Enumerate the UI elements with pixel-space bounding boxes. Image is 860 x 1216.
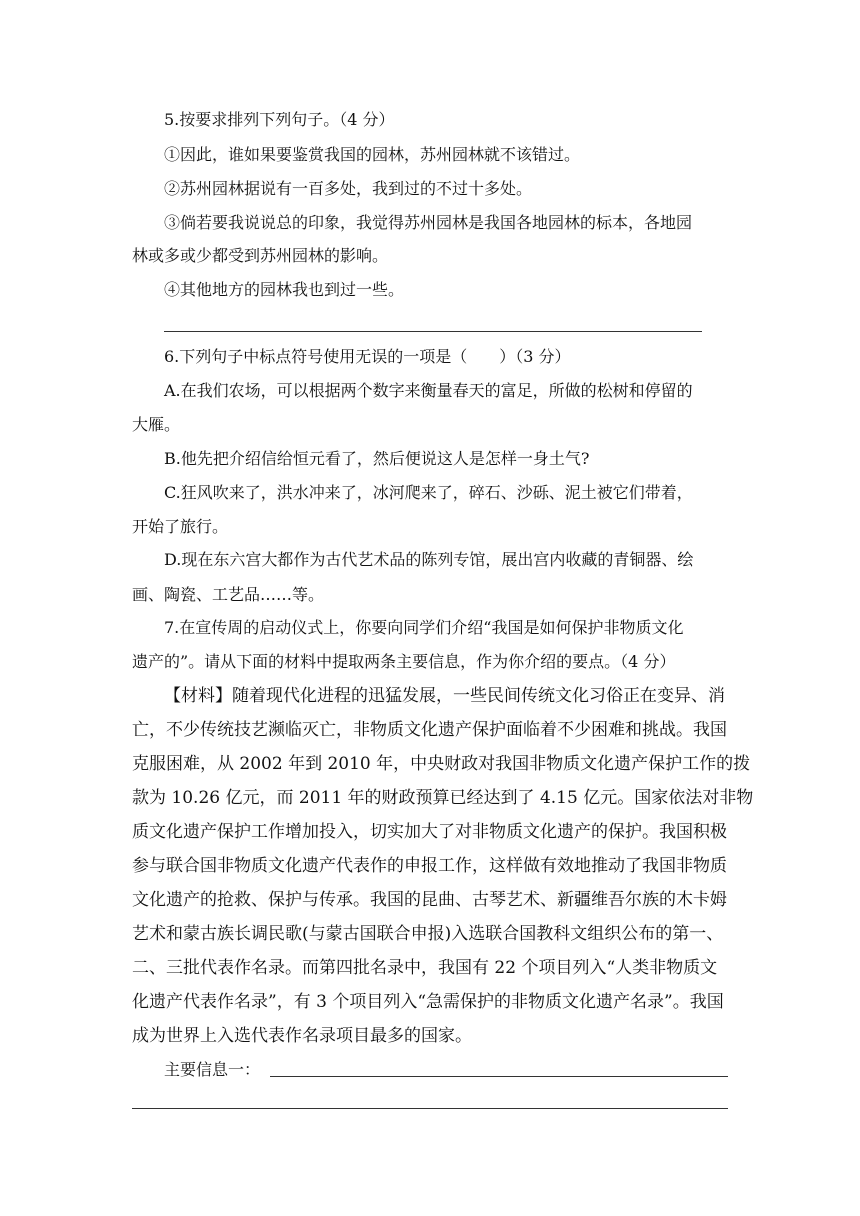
material-line-4: 款为 10.26 亿元，而 2011 年的财政预算已经达到了 4.15 亿元。国家依法对非物 [132, 788, 754, 808]
material-line-6: 参与联合国非物质文化遗产代表作的申报工作，这样做有效地推动了我国非物质 [132, 856, 727, 876]
sentence-1: ①因此，谁如果要鉴赏我国的园林，苏州园林就不该错过。 [164, 145, 581, 164]
question-7-title-line-2: 遗产的”。请从下面的材料中提取两条主要信息，作为你介绍的要点。（4 分） [132, 652, 676, 671]
material-line-8: 艺术和蒙古族长调民歌(与蒙古国联合申报)入选联合国教科文组织公布的第一、 [132, 924, 724, 944]
sentence-3-line-2: 林或多或少都受到苏州园林的影响。 [132, 246, 389, 265]
sentence-2: ②苏州园林据说有一百多处，我到过的不过十多处。 [164, 179, 533, 198]
option-b: B.他先把介绍信给恒元看了，然后便说这人是怎样一身土气? [164, 449, 590, 468]
question-7-title-line-1: 7.在宣传周的启动仪式上，你要向同学们介绍“我国是如何保护非物质文化 [164, 618, 684, 637]
info-one-label: 主要信息一： [164, 1060, 261, 1079]
sentence-3-line-1: ③倘若要我说说总的印象，我觉得苏州园林是我国各地园林的标本，各地园 [164, 213, 693, 232]
material-line-5: 质文化遗产保护工作增加投入，切实加大了对非物质文化遗产的保护。我国积极 [132, 822, 727, 842]
option-c-line-2: 开始了旅行。 [132, 517, 229, 536]
material-line-7: 文化遗产的抢救、保护与传承。我国的昆曲、古琴艺术、新疆维吾尔族的木卡姆 [132, 890, 727, 910]
answer-blank-q5[interactable] [164, 331, 702, 332]
material-line-10: 化遗产代表作名录”，有 3 个项目列入“急需保护的非物质文化遗产名录”。我国 [132, 992, 724, 1012]
material-line-3: 克服困难，从 2002 年到 2010 年，中央财政对我国非物质文化遗产保护工作的拨 [132, 754, 751, 774]
material-line-1: 【材料】随着现代化进程的迅猛发展，一些民间传统文化习俗正在变异、消 [164, 686, 725, 706]
material-line-9: 二、三批代表作名录。而第四批名录中，我国有 22 个项目列入“人类非物质文 [132, 958, 718, 978]
material-line-11: 成为世界上入选代表作名录项目最多的国家。 [132, 1026, 472, 1046]
question-5-title: 5.按要求排列下列句子。（4 分） [164, 110, 395, 129]
sentence-4: ④其他地方的园林我也到过一些。 [164, 280, 405, 299]
question-6-title: 6.下列句子中标点符号使用无误的一项是（ ）（3 分） [164, 347, 571, 366]
option-a-line-2: 大雁。 [132, 415, 181, 434]
option-a-line-1: A.在我们农场，可以根据两个数字来衡量春天的富足，所做的松树和停留的 [164, 381, 693, 400]
answer-blank-info-one[interactable] [270, 1076, 728, 1077]
answer-blank-info-one-cont[interactable] [132, 1108, 728, 1109]
option-d-line-2: 画、陶瓷、工艺品……等。 [132, 585, 325, 604]
option-d-line-1: D.现在东六宫大都作为古代艺术品的陈列专馆，展出宫内收藏的青铜器、绘 [164, 550, 694, 569]
material-line-2: 亡，不少传统技艺濒临灭亡，非物质文化遗产保护面临着不少困难和挑战。我国 [132, 720, 727, 740]
option-c-line-1: C.狂风吹来了，洪水冲来了，冰河爬来了，碎石、沙砾、泥土被它们带着， [164, 483, 693, 502]
